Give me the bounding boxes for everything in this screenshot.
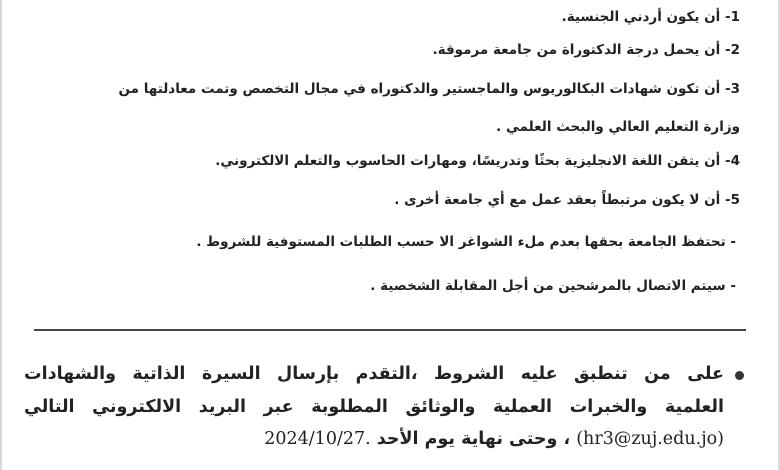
requirement-5: 5- أن لا يكون مرتبطاً بعقد عمل مع أي جامعة أخرى . bbox=[394, 192, 740, 208]
email-address: (hr3@zuj.edu.jo) bbox=[576, 429, 724, 449]
note-interview: - سيتم الاتصال بالمرشحين من أجل المقابلة الشخصية . bbox=[370, 278, 736, 294]
application-instructions-line-2: العلمية والخبرات العملية والوثائق المطلوبة عبر البريد الالكتروني التالي bbox=[24, 397, 724, 417]
requirement-3: 3- أن تكون شهادات البكالوريوس والماجستير والدكتوراه في مجال التخصص وتمت معادلتها من bbox=[118, 81, 740, 97]
application-instructions-line-3 bbox=[24, 425, 724, 453]
requirement-3-continued: وزارة التعليم العالي والبحث العلمي . bbox=[496, 119, 740, 135]
note-vacancies: - تحتفظ الجامعة بحقها بعدم ملء الشواغر الا حسب الطلبات المستوفية للشروط . bbox=[196, 234, 736, 250]
bullet-dot-icon bbox=[735, 371, 744, 380]
page-border-left bbox=[0, 0, 2, 470]
deadline-date: 2024/10/27. bbox=[264, 429, 371, 449]
requirement-1: 1- أن يكون أردني الجنسية. bbox=[561, 9, 740, 25]
section-divider bbox=[34, 329, 746, 331]
requirement-2: 2- أن يحمل درجة الدكتوراة من جامعة مرموقة. bbox=[432, 42, 740, 58]
deadline-text: ، وحتى نهاية يوم الأحد bbox=[376, 429, 571, 449]
application-instructions-line-1: على من تنطبق عليه الشروط ،التقدم بإرسال السيرة الذاتية والشهادات bbox=[24, 364, 724, 384]
requirement-4: 4- أن يتقن اللغة الانجليزية بحثًا وتدريسًا، ومهارات الحاسوب والتعلم الالكتروني. bbox=[215, 153, 740, 169]
